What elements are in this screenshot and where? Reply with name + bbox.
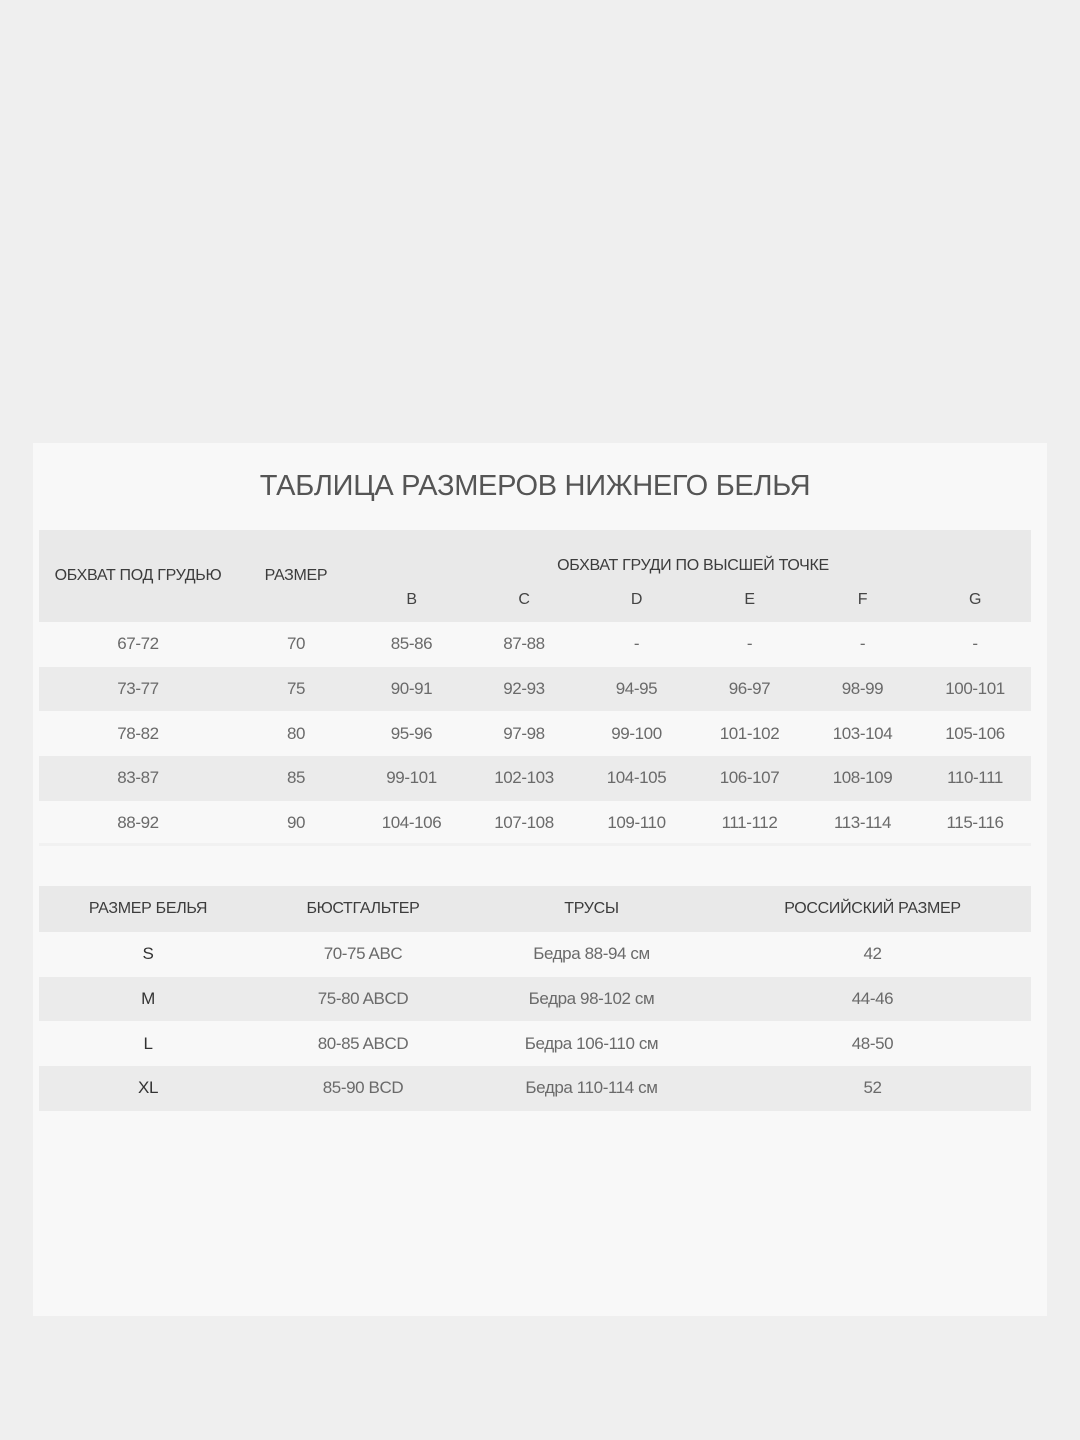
table-cell: 108-109 xyxy=(806,756,919,801)
table-cell: 104-105 xyxy=(580,756,693,801)
bra-size-table xyxy=(39,530,1031,845)
table-cell: 85-90 BCD xyxy=(257,1066,469,1111)
table-cell: 97-98 xyxy=(468,711,580,756)
header-cup-d: D xyxy=(580,577,693,622)
table-cell: L xyxy=(39,1021,257,1066)
table-row xyxy=(39,1066,1031,1111)
table-cell: 90 xyxy=(237,801,355,846)
header-underbust: ОБХВАТ ПОД ГРУДЬЮ xyxy=(39,530,237,622)
table-cell: 98-99 xyxy=(806,667,919,712)
table-cell: 78-82 xyxy=(39,711,237,756)
header-cup-g: G xyxy=(919,577,1031,622)
table-cell: 92-93 xyxy=(468,667,580,712)
table-cell: 115-116 xyxy=(919,801,1031,846)
table-cell: 48-50 xyxy=(714,1021,1031,1066)
table-cell: 113-114 xyxy=(806,801,919,846)
table-cell: 44-46 xyxy=(714,977,1031,1022)
table-cell: 75 xyxy=(237,667,355,712)
table-cell: Бедра 110-114 см xyxy=(469,1066,714,1111)
header-cup-b: B xyxy=(355,577,468,622)
header-bra: БЮСТГАЛЬТЕР xyxy=(257,886,469,932)
table-cell: 70-75 ABC xyxy=(257,932,469,977)
table-cell: 104-106 xyxy=(355,801,468,846)
table-cell: 110-111 xyxy=(919,756,1031,801)
table-divider xyxy=(39,843,1031,846)
table-cell: S xyxy=(39,932,257,977)
table-row xyxy=(39,756,1031,801)
table-row xyxy=(39,932,1031,977)
table-cell: Бедра 98-102 см xyxy=(469,977,714,1022)
table-cell: 87-88 xyxy=(468,622,580,667)
table-cell: Бедра 106-110 см xyxy=(469,1021,714,1066)
header-bust: ОБХВАТ ГРУДИ ПО ВЫСШЕЙ ТОЧКЕ xyxy=(355,530,1031,577)
table-cell: 85 xyxy=(237,756,355,801)
table-cell: 106-107 xyxy=(693,756,806,801)
table-row xyxy=(39,711,1031,756)
table-cell: 90-91 xyxy=(355,667,468,712)
table-cell: M xyxy=(39,977,257,1022)
table-cell: 94-95 xyxy=(580,667,693,712)
header-size: РАЗМЕР xyxy=(237,530,355,622)
header-cup-f: F xyxy=(806,577,919,622)
table-row xyxy=(39,622,1031,667)
table-cell: 52 xyxy=(714,1066,1031,1111)
header-cup-c: C xyxy=(468,577,580,622)
table-cell: - xyxy=(580,622,693,667)
table-cell: - xyxy=(806,622,919,667)
table-cell: 73-77 xyxy=(39,667,237,712)
table-row xyxy=(39,1021,1031,1066)
table-cell: 103-104 xyxy=(806,711,919,756)
table-cell: 85-86 xyxy=(355,622,468,667)
table-cell: 67-72 xyxy=(39,622,237,667)
table-cell: 75-80 ABCD xyxy=(257,977,469,1022)
table-cell: 83-87 xyxy=(39,756,237,801)
table-cell: 107-108 xyxy=(468,801,580,846)
page-title: ТАБЛИЦА РАЗМЕРОВ НИЖНЕГО БЕЛЬЯ xyxy=(259,470,811,502)
table-cell: - xyxy=(693,622,806,667)
table-cell: - xyxy=(919,622,1031,667)
header-panties: ТРУСЫ xyxy=(469,886,714,932)
table-cell: 88-92 xyxy=(39,801,237,846)
table-cell: 70 xyxy=(237,622,355,667)
table-row xyxy=(39,667,1031,712)
table-row xyxy=(39,801,1031,846)
table-cell: 99-101 xyxy=(355,756,468,801)
table-cell: 102-103 xyxy=(468,756,580,801)
table-cell: 96-97 xyxy=(693,667,806,712)
table-cell: 42 xyxy=(714,932,1031,977)
table-row xyxy=(39,977,1031,1022)
table-cell: 80-85 ABCD xyxy=(257,1021,469,1066)
header-russian-size: РОССИЙСКИЙ РАЗМЕР xyxy=(714,886,1031,932)
table-cell: XL xyxy=(39,1066,257,1111)
header-lingerie-size: РАЗМЕР БЕЛЬЯ xyxy=(39,886,257,932)
table-cell: 95-96 xyxy=(355,711,468,756)
table-cell: 100-101 xyxy=(919,667,1031,712)
table-cell: Бедра 88-94 см xyxy=(469,932,714,977)
table-cell: 101-102 xyxy=(693,711,806,756)
table-cell: 109-110 xyxy=(580,801,693,846)
table-cell: 80 xyxy=(237,711,355,756)
table-cell: 111-112 xyxy=(693,801,806,846)
table-cell: 105-106 xyxy=(919,711,1031,756)
table-cell: 99-100 xyxy=(580,711,693,756)
header-cup-e: E xyxy=(693,577,806,622)
lingerie-size-table xyxy=(39,886,1031,1111)
